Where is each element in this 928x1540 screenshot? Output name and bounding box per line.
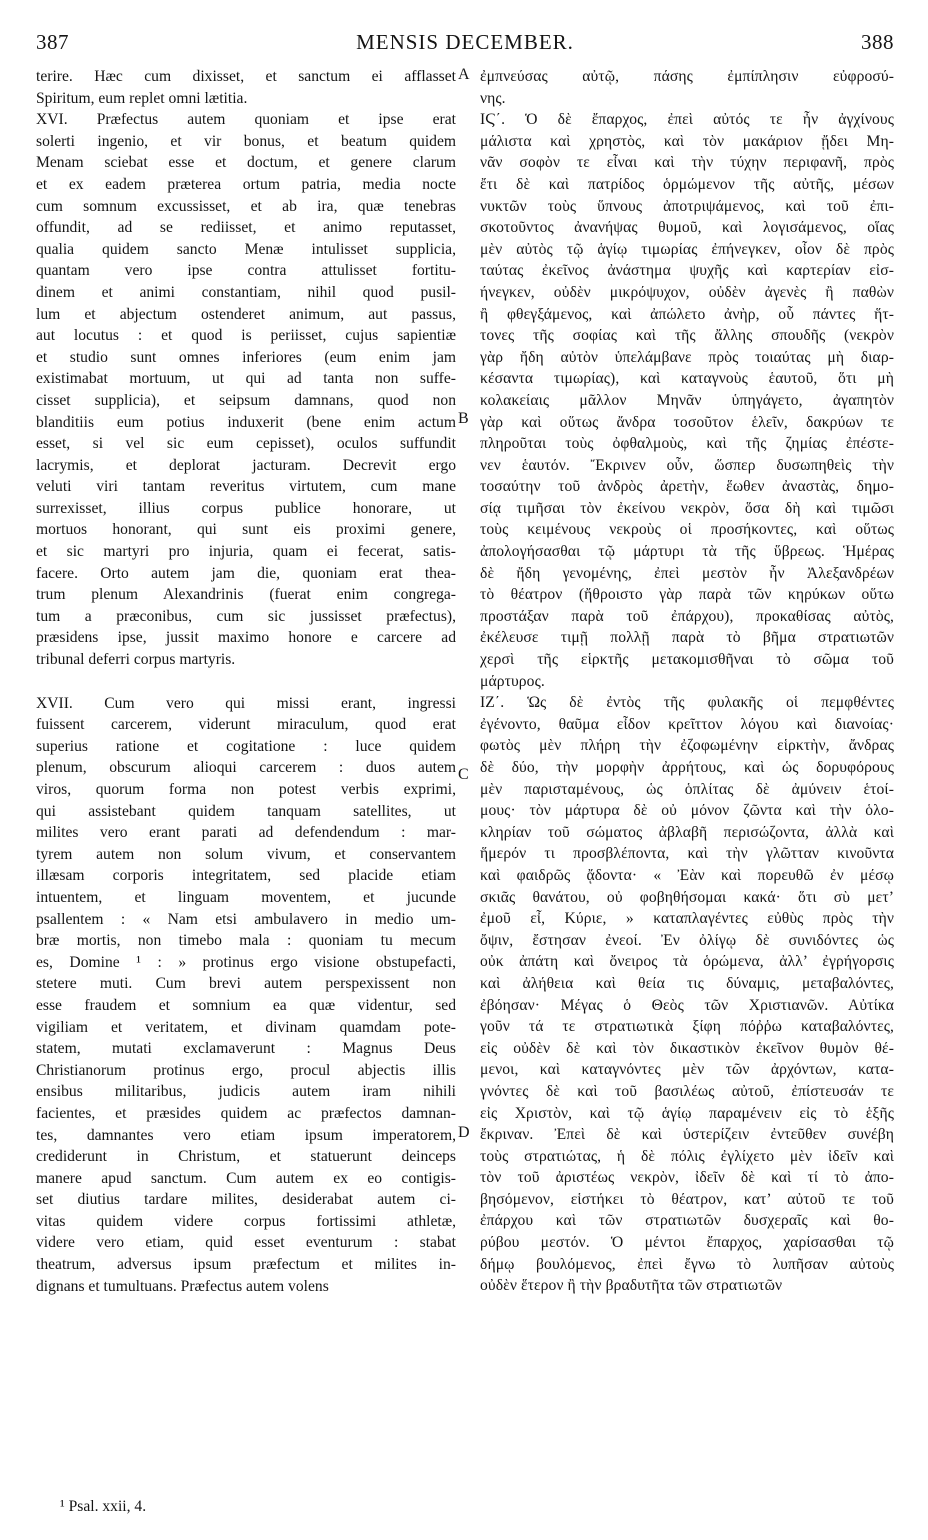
greek-text-line: χερσὶ τῆς εἱρκτῆς μετακομισθῆναι τὸ σῶμα τοῦ (480, 651, 894, 669)
latin-text-line: tum a præconibus, cum sic jussisset præfectus), (36, 607, 456, 625)
latin-text-line: intuentem, et linguam moventem, et jucunde (36, 888, 456, 906)
latin-text-line: lum et abjectum ostenderet animum, aut passus, (36, 305, 456, 323)
latin-text-line: qui assistebant quidem tanquam satellites, ut (36, 802, 456, 820)
greek-text-line: γὰρ ἤδη αὐτὸν ὑπελάμβανε πρὸς τοιαύτας μὴ διαρ- (480, 348, 894, 366)
greek-text-line: ἢ φθεγξάμενος, καὶ ἀπώλετο ἀνὴρ, οὗ πάντες ἥτ- (480, 305, 894, 323)
latin-text-line: crediderunt in Christum, et statuerunt deinceps (36, 1148, 456, 1166)
latin-text-line: facientes, et præsides quidem ac præfectos damnan- (36, 1104, 456, 1122)
latin-text-line: cum somnum excussisset, et ab ira, quæ tenebras (36, 197, 456, 215)
greek-text-line: τοσαύτην τοῦ ἀνδρὸς ἀρετὴν, ἕωθεν ἀναστὰς, δημο- (480, 478, 894, 496)
latin-text-line: statem, mutati exclamaverunt : Magnus Deus (36, 1040, 456, 1058)
greek-text-line: τοὺς κειμένους νεκροὺς οἱ προσήκοντες, καὶ οὕτως (480, 521, 894, 539)
latin-text-line: XVI. Præfectus autem quoniam et ipse erat (36, 111, 456, 129)
latin-text-line: dinem et animi constantiam, nihil quod pusil- (36, 283, 456, 301)
latin-text-line: offundit, ad se rediisset, et animo reputasset, (36, 219, 456, 237)
greek-text-line: ἔκριναν. Ἐπεὶ δὲ καὶ ὑστερίζειν ἐντεῦθεν συνέβη (480, 1126, 894, 1144)
greek-text-line: μὲν αὐτὸς τῷ ἁγίῳ τιμωρίας ἐπήνεγκεν, οἷον δὲ πρὸς (480, 240, 894, 258)
greek-text-line: γοῦν τά τε στρατιωτικὰ ξίφη πόῤῥω καταβαλόντες, (480, 1018, 894, 1036)
greek-text-line: πληροῦται τοὺς ὀφθαλμοὺς, καὶ τῆς ζημίας ἐπέστε- (480, 435, 894, 453)
greek-text-line: μενοι, καὶ καταγνόντες μὲν τῶν ἀρχόντων, κατα- (480, 1061, 894, 1079)
latin-text-line: lacrymis, et deplorat jacturam. Decrevit ergo (36, 456, 456, 474)
greek-text-line: ἐμπνεύσας αὐτῷ, πάσης ἐμπίπλησιν εὐφροσύ- (480, 68, 894, 85)
running-header (36, 30, 894, 60)
latin-text-line: quantam vero ipse contra attulisset fortitu- (36, 262, 456, 280)
greek-text-line: οὐδὲν ἕτερον ἢ τὴν βραδυτῆτα τῶν στρατιωτῶν (480, 1277, 783, 1295)
latin-text-line: mortuos honorant, qui sunt eis proximi genere, (36, 521, 456, 539)
greek-text-line: εἰς οὐδὲν δὲ καὶ τὸν δικαστικὸν ἐκεῖνον θυμὸν θέ- (480, 1039, 894, 1057)
latin-text-line: solerti ingenio, et vir bonus, et beatum quidem (36, 132, 456, 150)
latin-text-line: milites vero erant parati ad defendendum : mar- (36, 824, 456, 842)
greek-text-line: εἰς Χριστὸν, καὶ τῷ ἁγίῳ παραμένειν εἰς τὸ ἑξῆς (480, 1104, 894, 1122)
greek-text-line: ὄψιν, ἔστησαν ἐνεοί. Ἐν ὀλίγῳ δὲ συνιδόντες ὡς (480, 931, 894, 949)
greek-text-line: βησόμενον, εἱστήκει τὸ θέατρον, κατ’ αὐτοῦ τε τοῦ (480, 1190, 894, 1208)
latin-text-line: præsidens ipse, jussit maximo honore e carcere ad (36, 629, 456, 647)
greek-text-line: μάρτυρος. (480, 672, 545, 690)
latin-text-line: veluti viri tantam reveritus virtutem, cum mane (36, 478, 456, 496)
greek-text-line: σίᾳ τιμῆσαι τὸν ἐκείνου νεκρὸν, ὅσα δὴ καὶ τιμῶσι (480, 499, 894, 517)
margin-marker: C (458, 766, 469, 783)
greek-text-line: σκιᾶς θανάτου, οὐ φοβηθήσομαι κακά· ὅτι σὺ μετ’ (480, 888, 894, 906)
greek-text-line: γνόντες δὲ καὶ τοῦ βασιλέως αὐτοῦ, ἐπίστευσάν τε (480, 1082, 894, 1100)
latin-text-line: terire. Hæc cum dixisset, et sanctum ei afflasset (36, 68, 456, 85)
latin-text-line: et studio sunt omnes inferiores (eum enim jam (36, 348, 456, 366)
latin-text-line: viros, quorum forma non potest verbis exprimi, (36, 781, 456, 798)
latin-column (36, 66, 456, 1297)
latin-text-line: cisset supplicia), et seipsum damnans, quod non (36, 391, 456, 409)
latin-text-line: aut locutus : et quod is periisset, cujus sapientiæ (36, 327, 456, 345)
greek-text-line: ἐπάρχου καὶ τῶν στρατιωτῶν δυσχεραῖς καὶ θο- (480, 1212, 894, 1230)
greek-text-line: καὶ φαιδρῶς ᾄδοντα· « Ἐὰν καὶ πορευθῶ ἐν μέσῳ (480, 866, 894, 884)
greek-text-line: ταύτας ἐκεῖνος ἀνάστημα ψυχῆς καὶ καρτερίαν εἰσ- (480, 262, 894, 280)
greek-text-line: μάλιστα καὶ χρηστὸς, καὶ τὸν μακάριον ᾔδει Μη- (480, 132, 894, 150)
greek-text-line: μὲν παρισταμένους, ὡς ὁπλίτας δὲ ἀμύνειν ἑτοί- (480, 780, 894, 798)
latin-text-line: dignans et tumultuans. Præfectus autem volens (36, 1277, 329, 1295)
greek-text-line: τὸ θέατρον (ἤθροιστο γὰρ παρὰ τῶν κηρύκων οὕτω (480, 586, 894, 604)
latin-text-line: esset, si vel sic eum cepisset), oculos suffundit (36, 435, 456, 453)
greek-text-line: κληρίαν τοῦ σώματος ἀβλαβῆ περισώζοντα, ἀλλὰ καὶ (480, 823, 894, 841)
greek-text-line: ρύβου μεστόν. Ὁ μέντοι ἔπαρχος, χαρίσασθαι τῷ (480, 1234, 894, 1252)
greek-text-line: δὲ δύο, τὴν μορφὴν ἀρρήτους, καὶ ὡς δορυφόρους (480, 759, 894, 776)
latin-text-line: illæsam corporis integritatem, sed placide etiam (36, 867, 456, 885)
greek-text-line: γὰρ καὶ οὕτως ἄνδρα τοσοῦτον ἑλεῖν, δακρύων τε (480, 413, 894, 431)
greek-text-line: νυκτῶν τοὺς ὕπνους ἀποτριψάμενος, καὶ τοῦ ἐπι- (480, 197, 894, 215)
latin-text-line: fuissent carcerem, viderunt miraculum, quod erat (36, 716, 456, 734)
greek-text-line: μους· τὸν μάρτυρα δὲ οὐ μόνον ζῶντα καὶ τὴν ὁλο- (480, 802, 894, 820)
greek-text-line: ἔτι δὲ καὶ πατρίδος ὁρμώμενον τῆς αὐτῆς, μέσων (480, 175, 894, 193)
latin-text-line: surrexisset, illius corpus publice honorare, ut (36, 499, 456, 517)
greek-column (480, 66, 894, 1297)
latin-text-line: ensibus militaribus, judicis autem iram nihili (36, 1083, 456, 1101)
latin-text-line: set diutius tardare milites, desiderabat autem ci- (36, 1191, 456, 1209)
latin-text-line: XVII. Cum vero qui missi erant, ingressi (36, 694, 456, 712)
greek-text-line: προστάξαν παρὰ τοῦ ἐπάρχου), προκαθίσας αὐτὸς, (480, 607, 894, 625)
greek-text-line: δήμῳ βουλόμενος, ἐπεὶ ἔγνω τὸ λυπῆσαν αὐτοὺς (480, 1255, 894, 1273)
paragraph-gap (36, 671, 456, 693)
greek-text-line: ἐμοῦ εἶ, Κύριε, » καταπλαγέντες εὐθὺς πρὸς τὴν (480, 910, 894, 928)
greek-text-line: ἐβόησαν· Μέγας ὁ Θεὸς τῶν Χριστιανῶν. Αὐτίκα (480, 996, 894, 1014)
latin-text-line: plenum, obscurum alioqui carcerem : duos autem (36, 759, 456, 777)
latin-text-line: blanditiis eum potius induxerit (bene enim actum (36, 413, 456, 431)
greek-text-line: τὸν τοῦ ἀριστέως νεκρὸν, ἰδεῖν δὲ καὶ τί τὸ ἀπο- (480, 1169, 894, 1187)
greek-text-line: νεν ἑαυτόν. Ἔκρινεν οὖν, ὥσπερ δυσωπηθεὶς τὴν (480, 456, 894, 474)
greek-text-line: ἀπολογήσασθαι τῷ μάρτυρι τὰ τῆς ὕβρεως. Ἡμέρας (480, 543, 894, 561)
latin-text-line: videre vero etiam, quid esset eventurum : stabat (36, 1234, 456, 1252)
greek-text-line: ΙΖ΄. Ὡς δὲ ἐντὸς τῆς φυλακῆς οἱ πεμφθέντες (480, 694, 894, 712)
greek-text-line: φωτὸς μὲν πλήρη τὴν ἐζοφωμένην εἱρκτὴν, ἄνδρας (480, 737, 894, 755)
greek-text-line: κέσαντα τιμωρίας), καὶ καταγνοὺς ἑαυτοῦ, ὅτι μὴ (480, 370, 894, 388)
latin-text-line: superius ratione et cogitatione : luce quidem (36, 737, 456, 755)
greek-text-line: τονες τῆς σοφίας καὶ τῆς ἄλλης σπουδῆς (νεκρὸν (480, 327, 894, 345)
latin-text-line: stetere muti. Cum brevi autem perspexissent non (36, 975, 456, 993)
latin-text-line: et sic martyri pro injuria, quam ei fecerat, satis- (36, 543, 456, 561)
margin-marker: D (458, 1124, 470, 1141)
latin-text-line: facere. Orto autem jam die, quoniam erat thea- (36, 564, 456, 582)
latin-text-line: tes, damnantes vero etiam ipsum imperatorem, (36, 1126, 456, 1144)
greek-text-line: ἐκέλευσε τιμῇ πολλῇ παρὰ τὸ βῆμα στρατιωτῶν (480, 629, 894, 647)
greek-text-line: ΙϚ΄. Ὁ δὲ ἔπαρχος, ἐπεὶ αὐτός τε ἦν ἀγχίνους (480, 111, 894, 129)
margin-marker: B (458, 410, 469, 427)
latin-text-line: Spiritum, eum replet omni lætitia. (36, 89, 248, 107)
page-number-left: 387 (36, 30, 69, 54)
footnote: ¹ Psal. xxii, 4. (60, 1498, 147, 1515)
latin-text-line: psallentem : « Nam etsi ambulavero in medio um- (36, 910, 456, 928)
greek-text-line: σκοτοῦντος ἀνανήψας θυμοῦ, καὶ λογισάμενος, οἵας (480, 219, 894, 237)
latin-text-line: es, Domine ¹ : » protinus ergo visione obstupefacti, (36, 953, 456, 971)
greek-text-line: κολακείαις μᾶλλον Μηνᾶν ὑπηγάγετο, ἀγαπητὸν (480, 391, 894, 409)
greek-text-line: δὲ ἤδη γενομένης, ἐπεὶ μεστὸν ἦν Ἀλεξανδρέων (480, 564, 894, 582)
latin-text-line: Christianorum protinus ergo, procul abjectis illis (36, 1061, 456, 1079)
latin-text-line: qualia quidem sancto Menæ intulisset supplicia, (36, 240, 456, 258)
page-number-right: 388 (861, 30, 894, 54)
greek-text-line: ἥμερόν τι προσβλέποντα, καὶ τὴν γλῶτταν κινοῦντα (480, 845, 894, 863)
greek-text-line: νᾶν σοφὸν τε εἶναι καὶ τὴν τύχην περιφανῆ, πρὸς (480, 154, 894, 172)
greek-text-line: ἐγένοντο, θαῦμα εἶδον κρεῖττον λόγου καὶ διανοίας· (480, 715, 894, 733)
latin-text-line: esse fraudem et somnium ea quæ videntur, sed (36, 996, 456, 1014)
latin-text-line: Menam sciebat esse et doctum, et genere clarum (36, 154, 456, 172)
latin-text-line: bræ mortis, non timebo mala : quoniam tu mecum (36, 932, 456, 950)
latin-text-line: et ex eadem præterea ortum patria, media nocte (36, 175, 456, 193)
latin-text-line: vigiliam et veritatem, et divinam quamdam pote- (36, 1018, 456, 1036)
greek-text-line: τοὺς στρατιώτας, ἡ δὲ πόλις ἐγλίχετο μὲν ἰδεῖν καὶ (480, 1147, 894, 1165)
latin-text-line: tribunal deferri corpus martyris. (36, 651, 236, 669)
page-title: MENSIS DECEMBER. (356, 30, 574, 54)
latin-text-line: manere apud sanctum. Cum autem ex eo contigis- (36, 1169, 456, 1187)
greek-text-line: ήνεγκεν, οὐδὲν μικρόψυχον, οὐδὲν ἀγενὲς ἢ παθὼν (480, 283, 894, 301)
latin-text-line: existimabat mortuum, ut qui ad tanta non suffe- (36, 370, 456, 388)
greek-text-line: οὐκ ἀπάτη καὶ ὄνειρος τὰ ὁρώμενα, ἀλλ’ ἐγρήγορσις (480, 953, 894, 971)
greek-text-line: καὶ ἀλήθεια καὶ θεία τις δύναμις, μεταβαλόντες, (480, 974, 894, 992)
latin-text-line: tyrem autem non solum vivum, et conservantem (36, 845, 456, 863)
greek-text-line: νης. (480, 89, 506, 107)
latin-text-line: trum plenum Alexandrinis (fuerat enim congrega- (36, 586, 456, 604)
latin-text-line: vitas quidem videre corpus fortissimi athletæ, (36, 1212, 456, 1230)
latin-text-line: theatrum, adversus ipsum præfectum et milites in- (36, 1256, 456, 1274)
margin-marker: A (458, 66, 470, 83)
